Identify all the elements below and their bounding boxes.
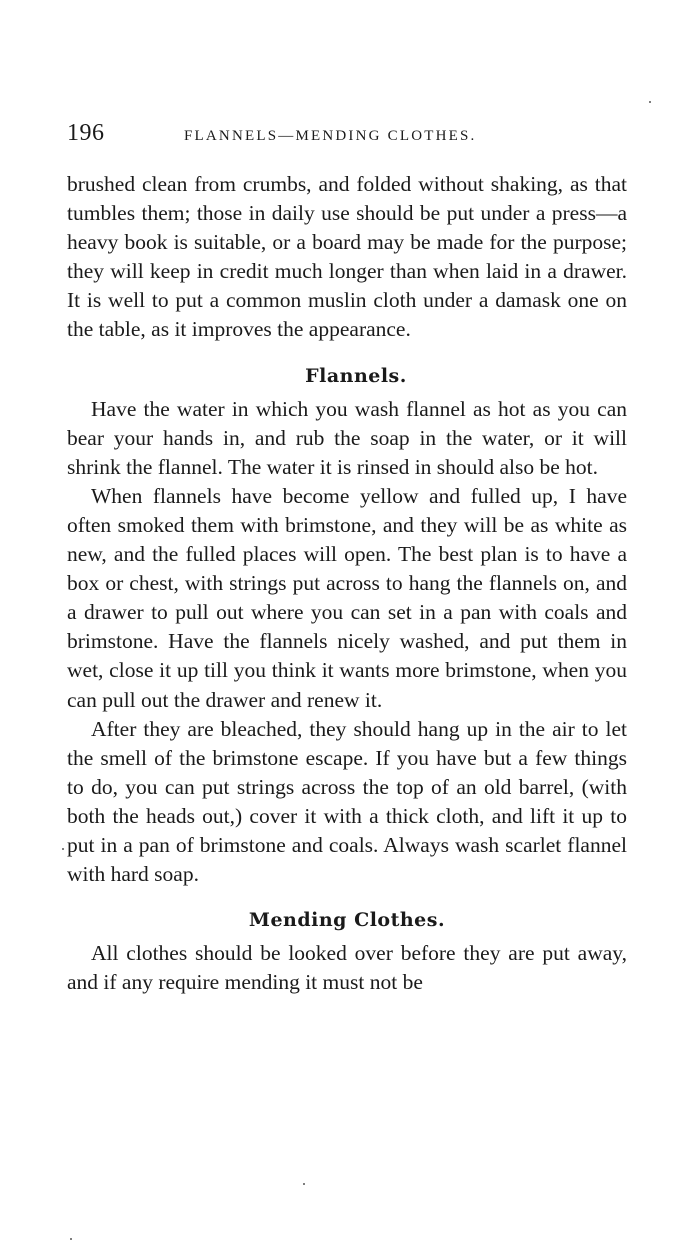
page-number: 196 <box>67 120 105 146</box>
paper-speck <box>303 1183 305 1185</box>
section-heading-mending-clothes: Mending Clothes. <box>248 909 446 932</box>
flannels-paragraph: Have the water in which you wash flannel as hot as you can bear your hands in, and rub the soap in the water, or it will shrink the flannel. The water it is rinsed in should also be hot. <box>67 396 627 479</box>
flannels-paragraph: After they are bleached, they should hang up in the air to let the smell of the brimstone escape. If you have but a few things to do, you can put strings across the top of an old barrel, (with both the heads out,) cover it with a thick cloth, and lift it up to put in a pan of brimstone and coals. Always wash scarlet flannel with hard soap. <box>67 716 627 887</box>
running-head <box>67 120 627 150</box>
mending-paragraph: All clothes should be looked over before they are put away, and if any require mending it must not be <box>67 941 627 995</box>
paper-speck <box>70 1238 72 1240</box>
running-title: FLANNELS—MENDING CLOTHES. <box>184 128 477 144</box>
intro-paragraph: brushed clean from crumbs, and folded without shaking, as that tumbles them; those in daily use should be put under a press—a heavy book is suitable, or a board may be made for the purpose; they will keep in credit much longer than when laid in a drawer. It is well to put a common muslin cloth under a damask one on the table, as it improves the appearance. <box>67 172 627 342</box>
paper-speck <box>649 101 651 103</box>
section-heading-flannels: Flannels. <box>305 364 407 387</box>
paper-speck <box>62 848 64 850</box>
flannels-paragraph: When flannels have become yellow and fulled up, I have often smoked them with brimstone, and they will be as white as new, and the fulled places will open. The best plan is to have a box or chest, with strings put across to hang the flannels on, and a drawer to pull out where you can set in a pan with coals and brimstone. Have the flannels nicely washed, and put them in wet, close it up till you think it wants more brimstone, when you can pull out the drawer and renew it. <box>67 483 627 712</box>
page-body <box>67 170 627 997</box>
